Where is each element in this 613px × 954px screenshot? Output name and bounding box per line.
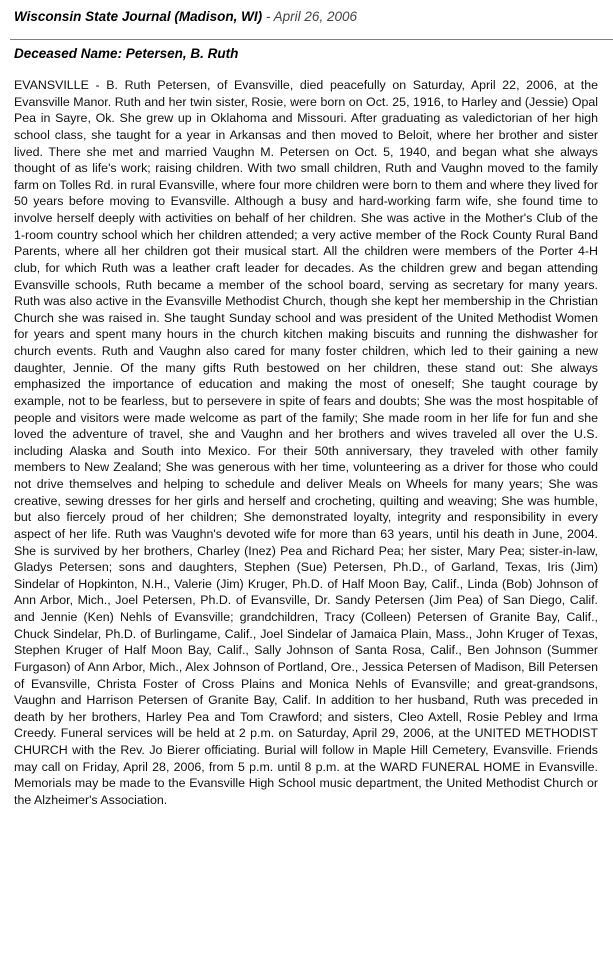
obituary-text: EVANSVILLE - B. Ruth Petersen, of Evansville, died peacefully on Saturday, April 22, 2006, at the Evansville Manor. Ruth and her twin sister, Rosie, were born on Oct. 25, 1916, to Harley and (Jessie) Opal Pea in Sayre, Ok. She grew up in Oklahoma and Missouri. After graduating as valedictorian of her high school class, she taught for a year in Arkansas and then moved to Beloit, where her brother and sister lived. There she met and married Vaughn M. Petersen on Oct. 5, 1940, and began what she always thought of as life's work; raising children. With two small children, Ruth and Vaughn moved to the family farm on Tolles Rd. in rural Evansville, where four more children were born to them and where they lived for 50 years before moving to Evansville. Although a busy and hard-working farm wife, she found time to involve herself deeply with activities on behalf of her children. She was active in the Mother's Club of the 1-room country school which her children attended; a very active member of the Rock County Rural Band Parents, where all her children got their musical start. All the children were members of the Porter 4-H club, for which Ruth was a leather craft leader for decades. As the children grew and began attending Evansville schools, Ruth became a member of the school board, serving as secretary for many years. Ruth was also active in the Evansville Methodist Church, though she kept her membership in the Christian Church she was raised in. She taught Sunday school and was president of the United Methodist Women for years and spent many hours in the church kitchen making biscuits and running the dishwasher for church events. Ruth and Vaughn also cared for many foster children, which led to their gaining a new daughter, Jennie. Of the many gifts Ruth bestowed on her children, these stand out: She always emphasized the importance of education and making the most of oneself; She taught courage by example, not to be fearless, but to persevere in spite of fears and doubts; She was the most hospitable of people and visitors were made welcome as part of the family; She made room in her life for fun and she loved the adventure of travel, she and Vaughn and her brothers and wives traveled all over the U.S. including Alaska and South into Mexico. For their 50th anniversary, they traveled with other family members to New Zealand; She was generous with her time, volunteering as a driver for those who could not drive themselves and helping to schedule and deliver Meals on Wheels for many years; She was creative, sewing dresses for her girls and herself and crocheting, quilting and weaving; She was humble, but also fiercely proud of her children; She demonstrated loyalty, integrity and responsibility in every aspect of her life. Ruth was Vaughn's devoted wife for more than 63 years, until his death in June, 2004. She is survived by her brothers, Charley (Inez) Pea and Richard Pea; her sister, Mary Pea; sister-in-law, Gladys Petersen; sons and daughters, Stephen (Sue) Petersen, Ph.D., of Garland, Texas, Iris (Jim) Sindelar of Hopkinton, N.H., Valerie (Jim) Kruger, Ph.D. of Half Moon Bay, Calif., Linda (Bob) Johnson of Ann Arbor, Mich., Joel Petersen, Ph.D. of Evansville, Dr. Sandy Petersen (Jim Pea) of San Diego, Calif. and Jennie (Ken) Nehls of Evansville; grandchildren, Tracy (Colleen) Petersen of Granite Bay, Calif., Chuck Sindelar, Ph.D. of Burlingame, Calif., Joel Sindelar of Jamaica Plain, Mass., John Kruger of Texas, Stephen Kruger of Half Moon Bay, Calif., Sally Johnson of Santa Rosa, Calif., Ben Johnson (Summer Furgason) of Ann Arbor, Mich., Alex Johnson of Portland, Ore., Jessica Petersen of Madison, Bill Petersen of Evansville, Christa Foster of Cross Plains and Monica Nehls of Evansville; and great-grandsons, Vaughn and Harrison Petersen of Granite Bay, Calif. In addition to her husband, Ruth was preceded in death by her brothers, Harley Pea and Tom Crawford; and sisters, Cleo Axtell, Rosie Pebley and Irma Creedy. Funeral services will be held at 2 p.m. on Saturday, April 29, 2006, at the UNITED METHODIST CHURCH with the Rev. Jo Bierer officiating. Burial will follow in Maple Hill Cemetery, Evansville. Friends may call on Friday, April 28, 2006, from 5 p.m. until 8 p.m. at the WARD FUNERAL HOME in Evansville. Memorials may be made to the Evansville High School music department, the United Methodist Church or the Alzheimer's Association. [14,78,598,807]
header-divider [10,39,613,40]
source-header [14,8,601,26]
header-separator: - [265,9,271,24]
deceased-name: Deceased Name: Petersen, B. Ruth [14,46,239,61]
publication-date: April 26, 2006 [273,9,357,24]
newspaper-name: Wisconsin State Journal (Madison, WI) [14,9,263,24]
